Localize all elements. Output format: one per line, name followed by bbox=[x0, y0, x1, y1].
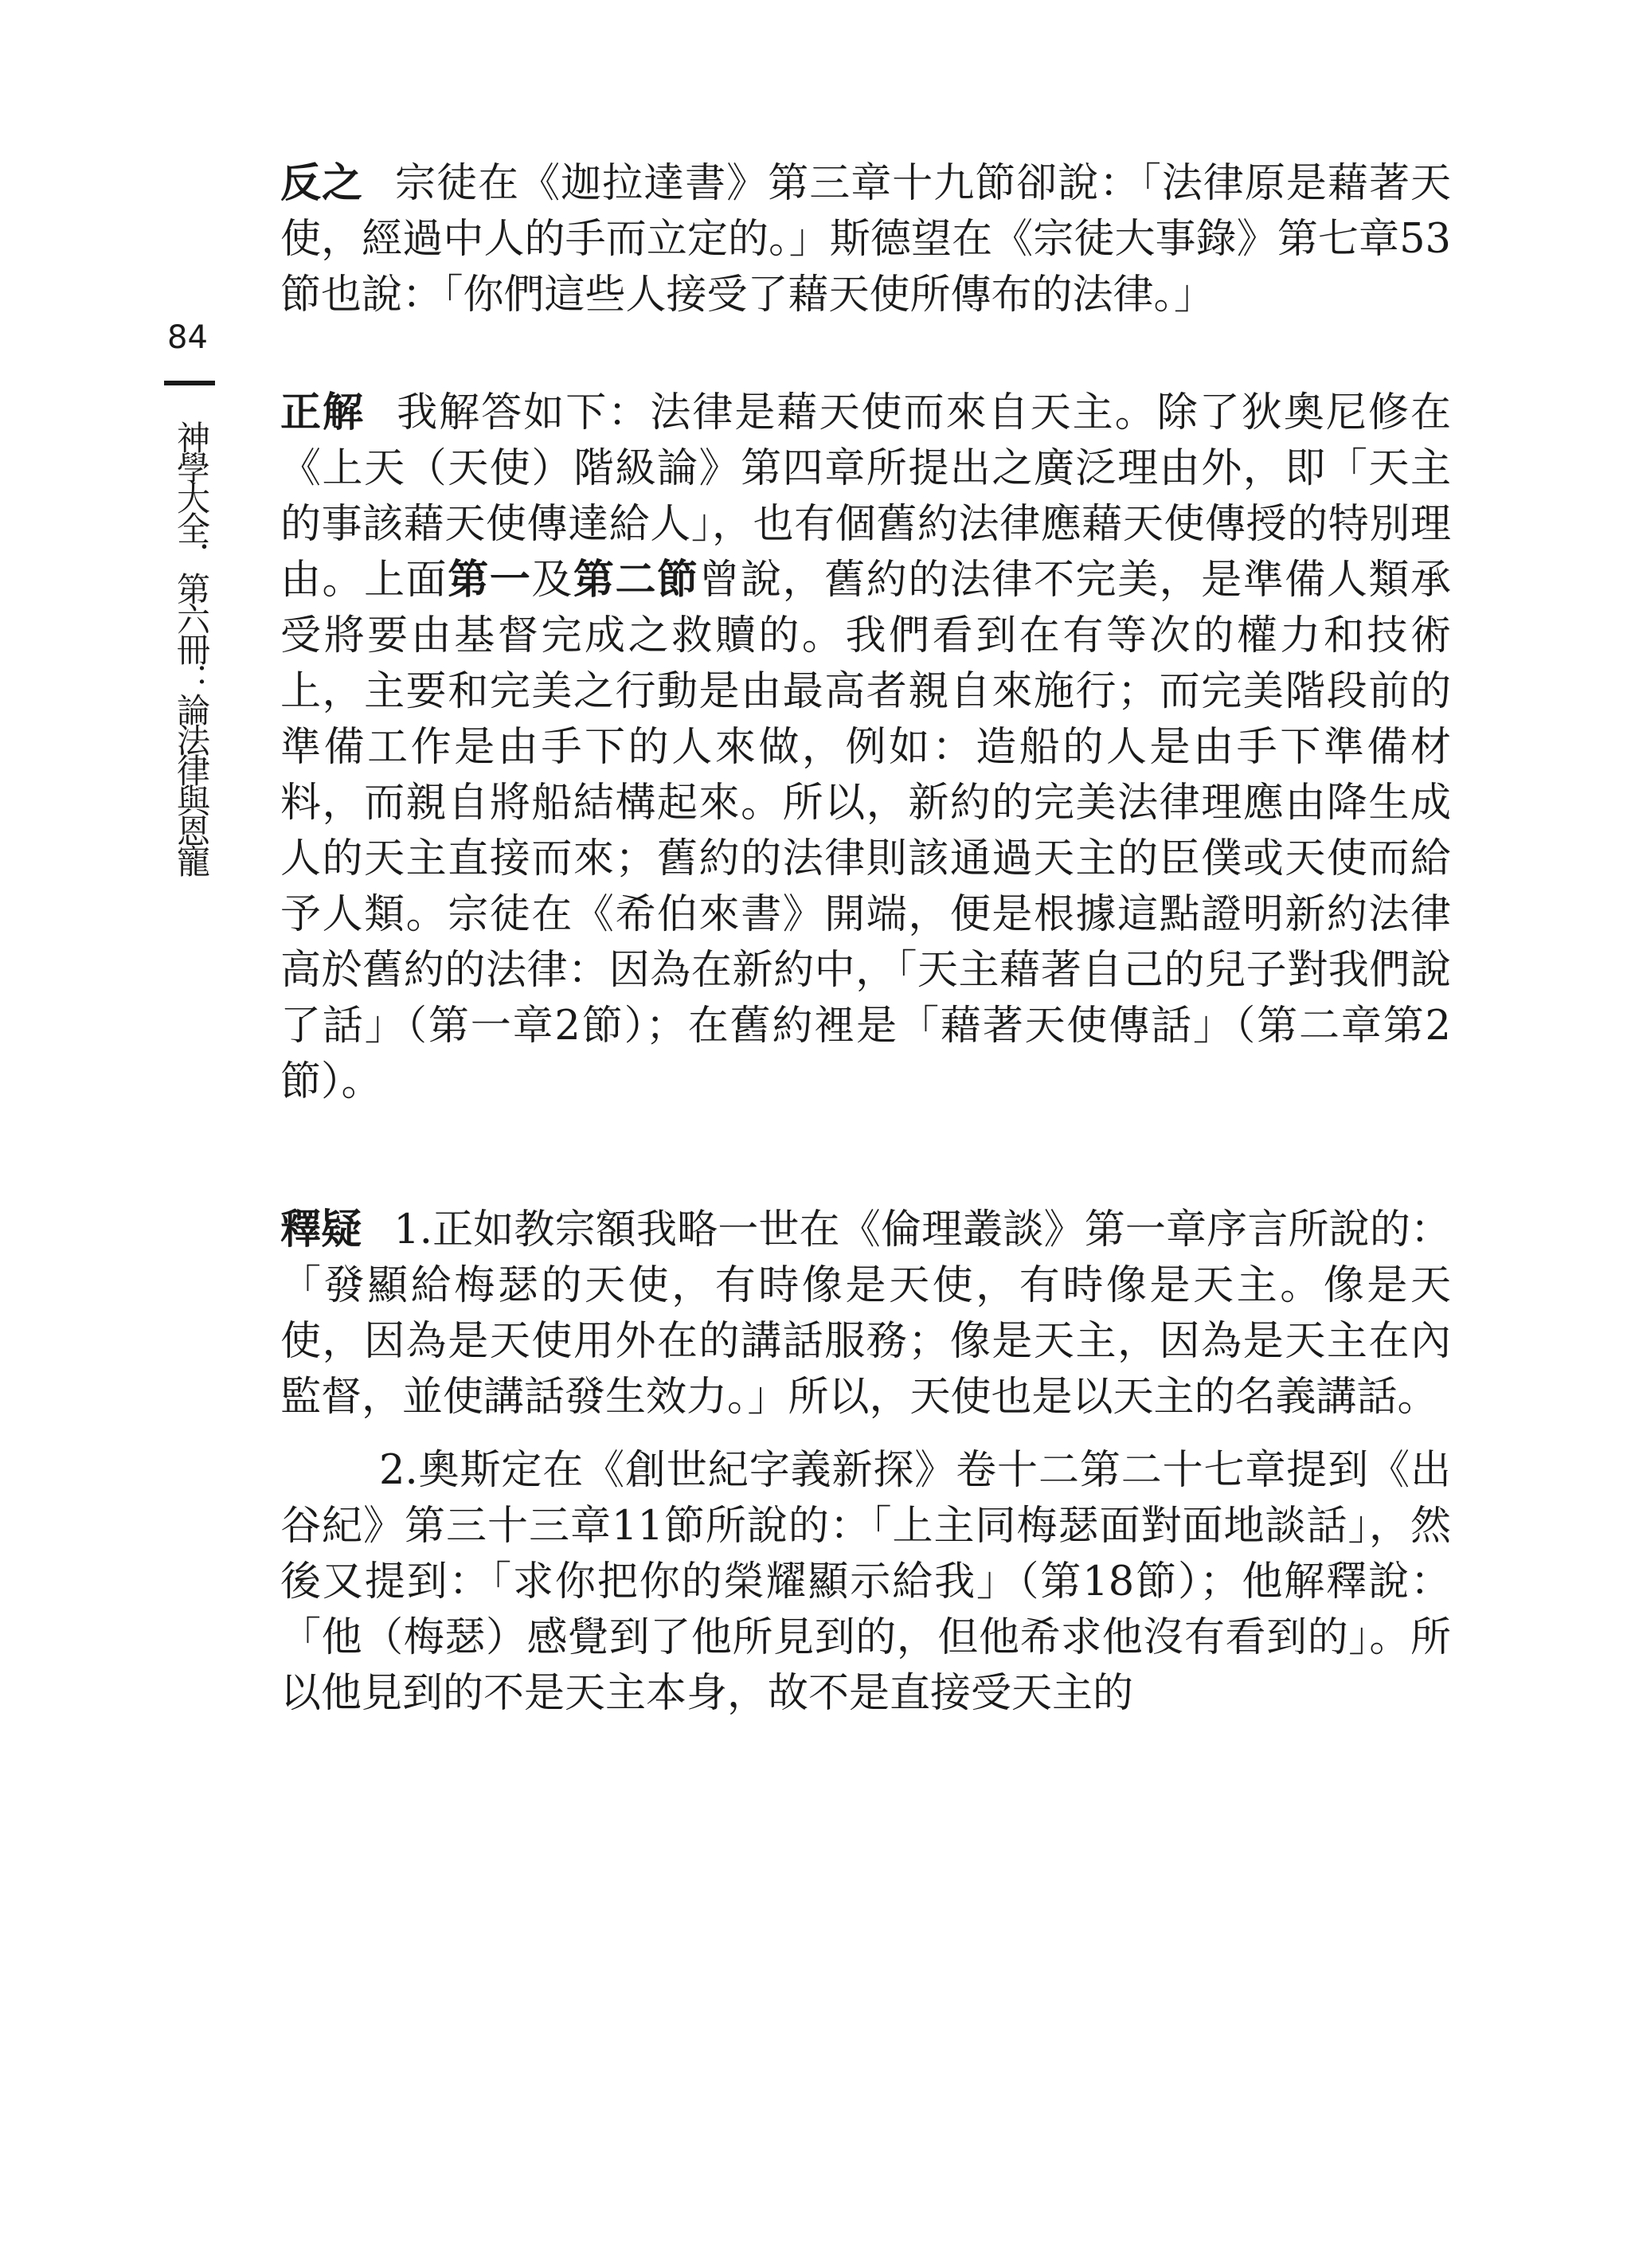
paragraph-text: 我解答如下：法律是藉天使而來自天主。除了狄奧尼修在《上天（天使）階級論》第四章所提出之廣泛理由外，即「天主的事該藉天使傳達給人」，也有個舊約法律應藉天使傳授的特別理由。上面 bbox=[280, 389, 1451, 604]
running-title: 神學大全．第六冊：論法律與恩寵 bbox=[172, 420, 211, 874]
paragraph-label: 反之 bbox=[280, 160, 364, 207]
paragraph-label: 正解 bbox=[280, 389, 366, 436]
paragraph-sed-contra bbox=[280, 156, 1451, 323]
body-text bbox=[280, 156, 1451, 1722]
paragraph-respondeo bbox=[280, 385, 1451, 1110]
paragraph-reply-2 bbox=[280, 1443, 1451, 1722]
paragraph-text: 1.正如教宗額我略一世在《倫理叢談》第一章序言所說的：「發顯給梅瑟的天使，有時像是天使，有時像是天主。像是天使，因為是天使用外在的講話服務；像是天主，因為是天主在內監督，並使講話發生效力。」所以，天使也是以天主的名義講話。 bbox=[280, 1206, 1451, 1421]
paragraph-text: 宗徒在《迦拉達書》第三章十九節卻說：「法律原是藉著天使，經過中人的手而立定的。」斯德望在《宗徒大事錄》第七章53節也說：「你們這些人接受了藉天使所傳布的法律。」 bbox=[280, 160, 1451, 319]
paragraph-label: 釋疑 bbox=[280, 1206, 362, 1253]
cross-reference: 第一 bbox=[448, 557, 532, 604]
margin-rule bbox=[164, 381, 215, 385]
spacer bbox=[280, 1425, 1451, 1443]
page-number: 84 bbox=[167, 319, 208, 356]
paragraph-text: 2.奧斯定在《創世紀字義新探》卷十二第二十七章提到《出谷紀》第三十三章11節所說的：「上主同梅瑟面對面地談話」，然後又提到：「求你把你的榮耀顯示給我」（第18節）；他解釋說：「他（梅瑟）感覺到了他所見到的，但他希求他沒有看到的」。所以他見到的不是天主本身，故不是直接受天主的 bbox=[280, 1447, 1451, 1717]
paragraph-text: 及 bbox=[531, 557, 573, 604]
paragraph-reply-1 bbox=[280, 1202, 1451, 1425]
spacer bbox=[280, 323, 1451, 385]
spacer bbox=[280, 1110, 1451, 1202]
cross-reference: 第二節 bbox=[573, 557, 699, 604]
paragraph-text: 曾說，舊約的法律不完美，是準備人類承受將要由基督完成之救贖的。我們看到在有等次的權力和技術上，主要和完美之行動是由最高者親自來施行；而完美階段前的準備工作是由手下的人來做，例如：造船的人是由手下準備材料，而親自將船結構起來。所以，新約的完美法律理應由降生成人的天主直接而來；舊約的法律則該通過天主的臣僕或天使而給予人類。宗徒在《希伯來書》開端，便是根據這點證明新約法律高於舊約的法律：因為在新約中，「天主藉著自己的兒子對我們說了話」（第一章2節）；在舊約裡是「藉著天使傳話」（第二章第2節）。 bbox=[280, 557, 1451, 1105]
